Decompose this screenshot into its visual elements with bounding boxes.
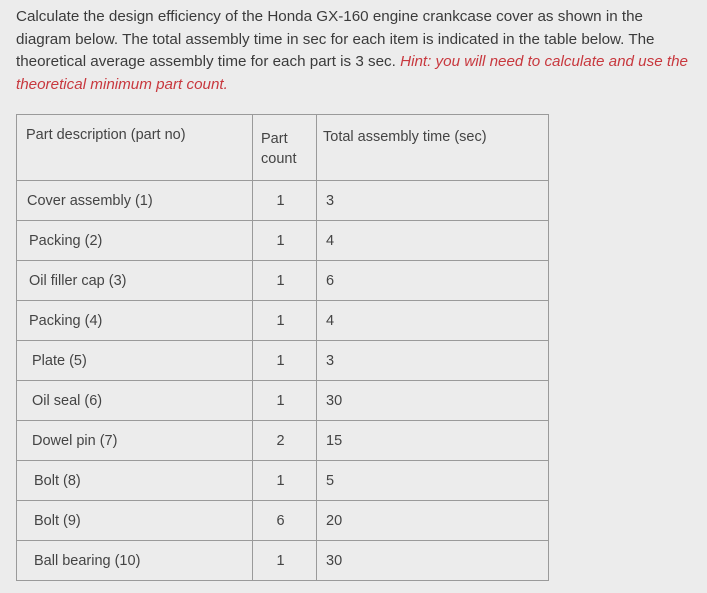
- header-assembly-time: Total assembly time (sec): [317, 115, 549, 181]
- cell-part: Packing (4): [17, 301, 253, 341]
- table-row: [17, 461, 549, 501]
- cell-time: 30: [317, 381, 549, 421]
- cell-count: 1: [253, 461, 317, 501]
- cell-time: 30: [317, 541, 549, 581]
- table-row: [17, 221, 549, 261]
- cell-time: 15: [317, 421, 549, 461]
- question-body: Calculate the design efficiency of the Honda GX-160 engine crankcase cover as shown in the diagram below. The total assembly time in sec for each item is indicated in the table below. The theoretical average assembly time for each part is 3 sec.: [16, 8, 655, 70]
- question-text: [16, 6, 696, 96]
- cell-part: Bolt (8): [17, 461, 253, 501]
- table-header-row: [17, 115, 549, 181]
- assembly-time-table: [16, 114, 549, 581]
- cell-part: Ball bearing (10): [17, 541, 253, 581]
- header-part-count-line2: count: [261, 151, 297, 167]
- table-row: [17, 421, 549, 461]
- question-hint: Hint: you will need to calculate and use the theoretical minimum part count.: [16, 53, 689, 93]
- table-row: [17, 301, 549, 341]
- cell-count: 1: [253, 221, 317, 261]
- cell-part: Oil filler cap (3): [17, 261, 253, 301]
- table-row: [17, 541, 549, 581]
- cell-time: 20: [317, 501, 549, 541]
- cell-time: 4: [317, 301, 549, 341]
- header-part-count: [253, 115, 317, 181]
- header-part-count-line1: Part: [261, 131, 288, 147]
- cell-count: 1: [253, 301, 317, 341]
- cell-time: 6: [317, 261, 549, 301]
- table-row: [17, 341, 549, 381]
- cell-part: Cover assembly (1): [17, 181, 253, 221]
- cell-part: Packing (2): [17, 221, 253, 261]
- cell-count: 1: [253, 341, 317, 381]
- table-row: [17, 181, 549, 221]
- table-row: [17, 261, 549, 301]
- cell-count: 1: [253, 541, 317, 581]
- cell-time: 3: [317, 341, 549, 381]
- header-part-description: Part description (part no): [17, 115, 253, 181]
- cell-time: 4: [317, 221, 549, 261]
- cell-count: 1: [253, 261, 317, 301]
- cell-time: 5: [317, 461, 549, 501]
- cell-time: 3: [317, 181, 549, 221]
- cell-part: Oil seal (6): [17, 381, 253, 421]
- cell-count: 1: [253, 181, 317, 221]
- cell-count: 2: [253, 421, 317, 461]
- table-row: [17, 381, 549, 421]
- cell-part: Dowel pin (7): [17, 421, 253, 461]
- cell-count: 6: [253, 501, 317, 541]
- table-row: [17, 501, 549, 541]
- cell-part: Plate (5): [17, 341, 253, 381]
- cell-count: 1: [253, 381, 317, 421]
- cell-part: Bolt (9): [17, 501, 253, 541]
